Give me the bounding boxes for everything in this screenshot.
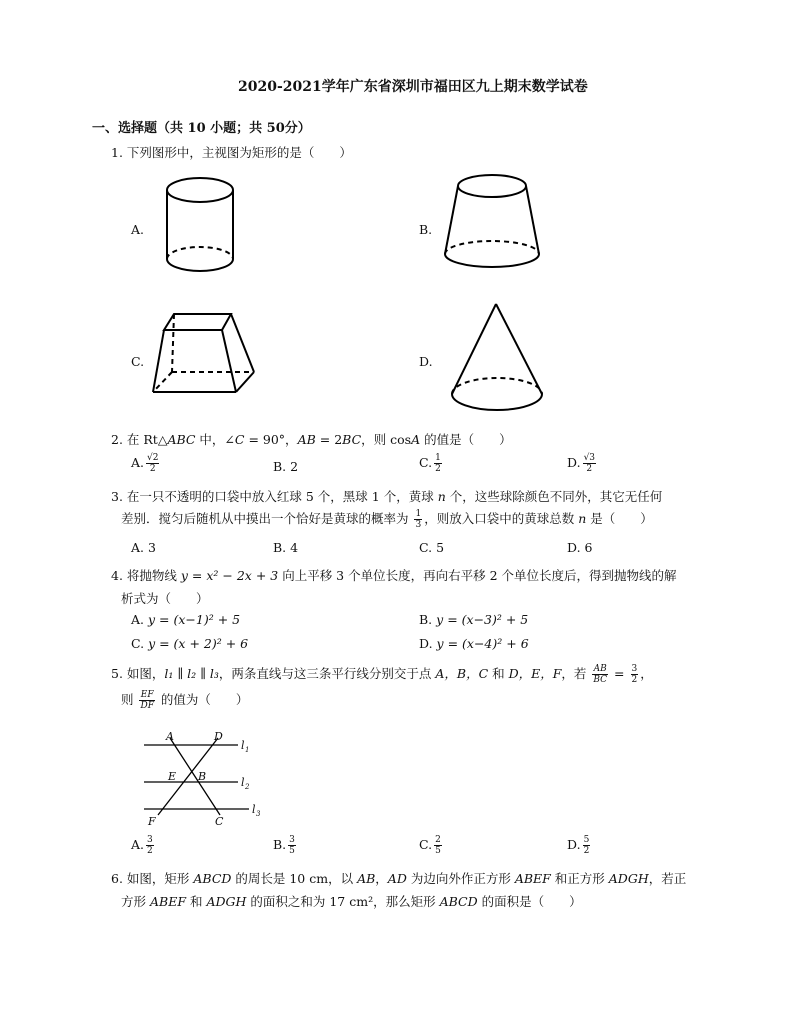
question-1-stem: 1. 下列图形中，主视图为矩形的是（ ）: [111, 145, 352, 160]
question-5-line-2: [121, 690, 248, 711]
fraction: [414, 509, 422, 530]
numerator: AB: [593, 664, 607, 674]
question-4-line-2: 析式为（ ）: [121, 591, 209, 606]
denominator: BC: [593, 675, 608, 685]
q5-text: 则: [121, 692, 138, 707]
label-b: B: [198, 770, 207, 783]
section-heading: 一、选择题（共 10 小题；共 50分）: [92, 121, 311, 136]
q3-option-b[interactable]: B. 4: [273, 540, 299, 555]
q2-option-c[interactable]: [419, 453, 444, 474]
q2-text: ，则 cos: [361, 432, 412, 447]
denominator: 2: [631, 675, 638, 685]
option-label: A.: [131, 837, 145, 852]
q4-equation: y = x² − 2x + 3: [180, 568, 279, 583]
numerator: 1: [415, 509, 422, 519]
q2-text: = 90°，: [244, 432, 298, 447]
denominator: 2: [586, 464, 593, 474]
option-label: A.: [131, 455, 145, 470]
denominator: 2: [149, 464, 156, 474]
q5-points: D，E，F: [508, 666, 562, 681]
q4-option-c[interactable]: [131, 636, 248, 651]
label-d: D: [214, 730, 223, 743]
numerator: 3: [289, 835, 295, 845]
q5-text: ，两条直线与这三条平行线分别交于点: [218, 666, 436, 681]
q6-text: 的面积是（ ）: [477, 894, 582, 909]
option-label: B.: [273, 459, 287, 474]
label-l1: l: [241, 739, 245, 752]
q5-option-a[interactable]: [131, 835, 156, 856]
fraction: [592, 664, 608, 685]
option-label: D.: [419, 636, 433, 651]
q2-triangle-symbol: △: [157, 432, 168, 447]
q6-text: 方形: [121, 894, 150, 909]
q3-text: 是（ ）: [586, 511, 653, 526]
question-2-stem: [111, 430, 512, 448]
q3-text: 3. 在一只不透明的口袋中放入红球 5 个，黑球 1 个，黄球: [111, 489, 438, 504]
q2-text: = 2: [315, 432, 343, 447]
frustum-cone-figure: [438, 172, 548, 277]
label-e: E: [168, 770, 177, 783]
option-label: A.: [131, 612, 145, 627]
q3-text: ，则放入口袋中的黄球总数: [424, 511, 579, 526]
cylinder-figure: [160, 175, 250, 275]
fraction: [434, 835, 442, 856]
option-label: B.: [419, 612, 433, 627]
q1-option-d-label[interactable]: D.: [419, 354, 433, 369]
q5-text: ，若: [561, 666, 591, 681]
label-l2: l: [241, 776, 245, 789]
cone-figure: [448, 300, 548, 415]
question-3-line-1: [111, 487, 662, 505]
numerator: √3: [583, 453, 596, 463]
question-5-line-1: [111, 664, 653, 685]
denominator: 5: [289, 846, 295, 856]
frustum-pyramid-figure: [148, 308, 263, 398]
option-equation: y = (x + 2)² + 6: [148, 636, 249, 651]
q4-text: 4. 将抛物线: [111, 568, 181, 583]
option-equation: y = (x−3)² + 5: [436, 612, 529, 627]
q3-option-d[interactable]: D. 6: [567, 540, 593, 555]
q5-text: 和: [488, 666, 509, 681]
option-equation: y = (x−1)² + 5: [148, 612, 241, 627]
option-equation: y = (x−4)² + 6: [436, 636, 529, 651]
option-label: C.: [419, 837, 433, 852]
label-f: F: [148, 815, 156, 828]
q3-var: n: [437, 489, 446, 504]
q3-text: 差别．搅匀后随机从中摸出一个恰好是黄球的概率为: [121, 511, 413, 526]
denominator: 2: [435, 464, 441, 474]
q1-option-c-label[interactable]: C.: [131, 354, 145, 369]
denominator: 2: [147, 846, 153, 856]
numerator: √2: [147, 453, 159, 463]
q5-option-d[interactable]: [567, 835, 592, 856]
denominator: 3: [415, 520, 422, 530]
q4-text: 向上平移 3 个单位长度，再向右平移 2 个单位长度后，得到抛物线的解: [278, 568, 677, 583]
q6-text: 的面积之和为 17 cm²，那么矩形: [246, 894, 440, 909]
label-l2-sub: 2: [245, 783, 250, 791]
q2-option-d[interactable]: [567, 453, 598, 474]
label-a: A: [166, 730, 174, 743]
page-title: 2020-2021学年广东省深圳市福田区九上期末数学试卷: [238, 79, 588, 95]
option-label: B.: [273, 837, 287, 852]
numerator: 3: [631, 664, 638, 674]
q3-var: n: [578, 511, 587, 526]
q6-text: 和正方形: [550, 871, 609, 886]
q2-text: 的值是（ ）: [420, 432, 512, 447]
q6-text: ，若正: [648, 871, 687, 886]
q5-option-c[interactable]: [419, 835, 444, 856]
option-label: C.: [419, 455, 433, 470]
numerator: 1: [435, 453, 441, 463]
q5-option-b[interactable]: [273, 835, 298, 856]
denominator: 5: [435, 846, 441, 856]
q2-option-a[interactable]: [131, 453, 161, 474]
fraction: [139, 690, 154, 711]
q5-text: =: [610, 666, 629, 681]
q3-option-a[interactable]: A. 3: [131, 540, 156, 555]
q2-var: A: [411, 432, 421, 447]
q2-var: AB: [297, 432, 316, 447]
q1-option-b-label[interactable]: B.: [419, 222, 433, 237]
question-6-line-2: [121, 892, 582, 910]
question-3-line-2: [121, 509, 653, 530]
q5-text: ，: [640, 666, 653, 681]
fraction: [583, 453, 596, 474]
q6-text: ，: [375, 871, 388, 886]
q2-var: BC: [342, 432, 362, 447]
label-l1-sub: 1: [245, 746, 250, 754]
q4-option-b[interactable]: [419, 612, 528, 627]
q2-text: 2. 在 Rt: [111, 432, 158, 447]
numerator: 5: [583, 835, 590, 845]
option-value: 2: [290, 459, 299, 474]
q6-text: 为边向外作正方形: [406, 871, 515, 886]
q2-var: ABC: [167, 432, 196, 447]
option-label: D.: [567, 837, 581, 852]
q5-parallel-lines: l₁ ∥ l₂ ∥ l₃: [164, 666, 219, 681]
label-l3-sub: 3: [256, 810, 261, 818]
q6-text: 和: [186, 894, 207, 909]
q3-text: 个，这些球除颜色不同外，其它无任何: [445, 489, 663, 504]
question-4-line-1: [111, 566, 677, 584]
denominator: 2: [583, 846, 590, 856]
option-label: C.: [131, 636, 145, 651]
q6-text: 的周长是 10 cm，以: [231, 871, 358, 886]
fraction: [583, 835, 591, 856]
q6-var: ABEF: [149, 894, 186, 909]
q5-text: 的值为（ ）: [156, 692, 249, 707]
question-6-line-1: [111, 869, 686, 887]
q2-var: C: [234, 432, 245, 447]
q2-option-b[interactable]: [273, 459, 298, 474]
label-l3: l: [252, 803, 256, 816]
numerator: 2: [435, 835, 441, 845]
fraction: [146, 453, 159, 474]
fraction: [288, 835, 296, 856]
q6-var: ADGH: [608, 871, 649, 886]
label-c: C: [215, 815, 224, 828]
q1-option-a-label[interactable]: A.: [131, 222, 145, 237]
q6-text: 6. 如图，矩形: [111, 871, 194, 886]
q4-option-a[interactable]: [131, 612, 240, 627]
numerator: EF: [140, 690, 154, 700]
q3-option-c[interactable]: C. 5: [419, 540, 445, 555]
q6-var: AD: [387, 871, 407, 886]
numerator: 3: [147, 835, 153, 845]
q6-var: ABEF: [514, 871, 551, 886]
q6-var: ABCD: [439, 894, 478, 909]
q5-text: 5. 如图，: [111, 666, 165, 681]
q6-var: ADGH: [206, 894, 247, 909]
q5-points: A，B，C: [435, 666, 489, 681]
option-label: D.: [567, 455, 581, 470]
q2-text: 中，∠: [195, 432, 235, 447]
fraction: [434, 453, 442, 474]
denominator: DF: [140, 701, 154, 711]
fraction: [631, 664, 639, 685]
fraction: [146, 835, 154, 856]
q6-var: ABCD: [193, 871, 232, 886]
parallel-lines-figure: [135, 725, 275, 830]
q6-var: AB: [357, 871, 376, 886]
q4-option-d[interactable]: [419, 636, 529, 651]
